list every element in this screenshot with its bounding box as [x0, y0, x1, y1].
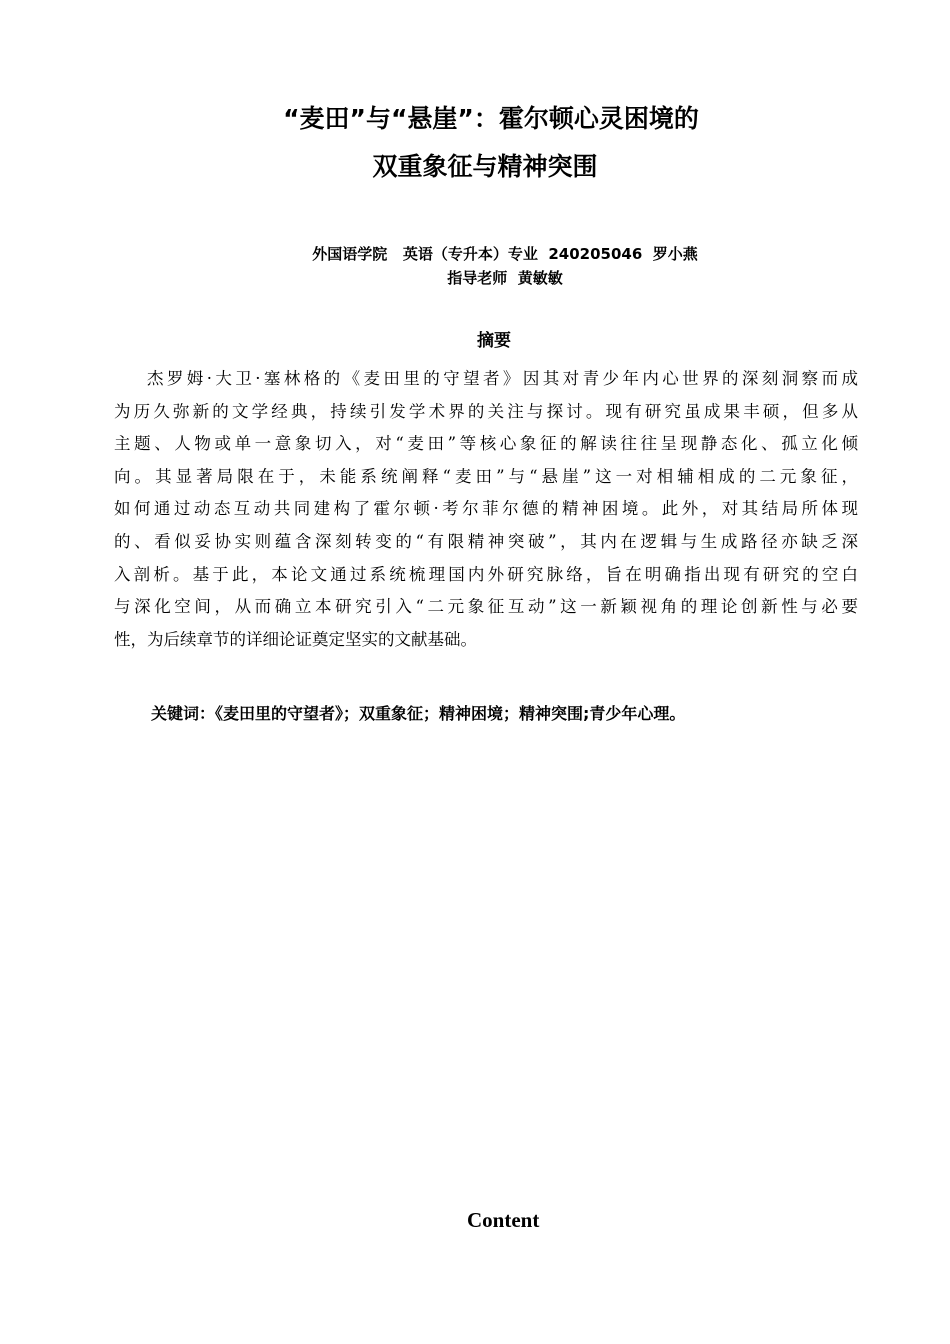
abstract-line: 主题、人物或单一意象切入，对“麦田”等核心象征的解读往往呈现静态化、孤立化倾: [114, 434, 858, 454]
college: 外国语学院: [312, 245, 388, 263]
author-info-line: [30, 244, 950, 264]
advisor-info-line: [30, 268, 950, 288]
abstract-line: 为历久弥新的文学经典，持续引发学术界的关注与探讨。现有研究虽成果丰硕，但多从: [114, 401, 858, 421]
student-name: 罗小燕: [652, 245, 698, 263]
abstract-line: 与深化空间，从而确立本研究引入“二元象征互动”这一新颖视角的理论创新性与必要: [114, 597, 858, 617]
advisor-label: 指导老师: [447, 269, 508, 287]
student-id: 240205046: [548, 245, 643, 263]
keywords: 关键词：《麦田里的守望者》；双重象征；精神困境；精神突围;青少年心理。: [151, 704, 686, 723]
content-heading: Content: [467, 1208, 540, 1232]
abstract-line: 如何通过动态互动共同建构了霍尔顿·考尔菲尔德的精神困境。此外，对其结局所体现: [114, 499, 858, 519]
abstract-line: 入剖析。基于此，本论文通过系统梳理国内外研究脉络，旨在明确指出现有研究的空白: [114, 564, 858, 584]
abstract-body: [114, 363, 858, 656]
paper-title-line-2: 双重象征与精神突围: [372, 152, 598, 181]
abstract-line: 的、看似妥协实则蕴含深刻转变的“有限精神突破”，其内在逻辑与生成路径亦缺乏深: [114, 531, 858, 551]
abstract-line: 性，为后续章节的详细论证奠定坚实的文献基础。: [114, 629, 477, 649]
advisor-name: 黄敏敏: [517, 269, 563, 287]
abstract-line: 杰罗姆·大卫·塞林格的《麦田里的守望者》因其对青少年内心世界的深刻洞察而成: [147, 369, 858, 388]
abstract-heading: 摘要: [477, 331, 511, 351]
paper-title-line-1: “麦田”与“悬崖”：霍尔顿心灵困境的: [283, 104, 699, 133]
abstract-line: 向。其显著局限在于，未能系统阐释“麦田”与“悬崖”这一对相辅相成的二元象征，: [114, 466, 858, 486]
major: 英语（专升本）专业: [402, 245, 538, 263]
